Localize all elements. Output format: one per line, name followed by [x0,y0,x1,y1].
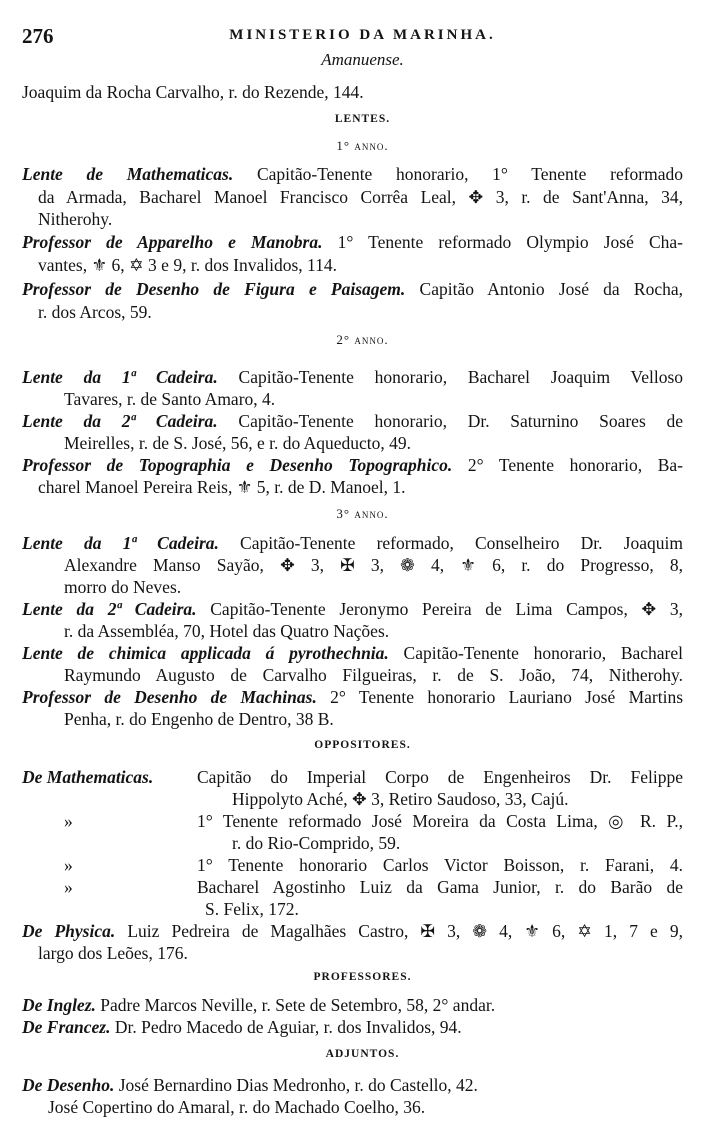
entry-text: 2° Tenente honorario, Ba- [467,455,683,475]
entry-text: largo dos Leões, 176. [38,943,188,963]
entry-label: Professor de Desenho de Machinas. [22,687,317,707]
entry-text: Capitão-Tenente reformado, Conselheiro Dr. Joaquim [240,533,683,553]
entry-label: De Francez. [22,1017,111,1037]
entry-first-line [197,854,683,876]
entry-label: De Physica. [22,921,116,941]
entry-text: da Armada, Bacharel Manoel Francisco Corrêa Leal, ✥ 3, r. de Sant'Anna, 34, [38,187,683,207]
entry-text: Capitão-Tenente honorario, 1° Tenente reformado [256,164,683,184]
entry-label: Lente da 1ª Cadeira. [22,533,219,553]
entry-text: r. dos Arcos, 59. [38,302,152,322]
entry-text: Dr. Pedro Macedo de Aguiar, r. dos Invalidos, 94. [114,1017,462,1037]
entry-label: Lente da 1ª Cadeira. [22,367,218,387]
section-heading-professores: PROFESSORES. [313,971,412,983]
entry-first-line [22,686,683,708]
entry-continuation-line [38,942,683,964]
entry-continuation-line [38,476,683,498]
entry-first-line [22,1074,683,1096]
entry-label: Professor de Topographia e Desenho Topographico. [22,455,453,475]
entry-continuation-line [38,301,683,323]
year-heading: 3° anno. [336,506,389,521]
entry-text: Nitherohy. [38,209,113,229]
entry-continuation-line [205,898,683,920]
entry-text: 1° Tenente reformado José Moreira da Costa Lima, ◎ R. P., [197,811,683,831]
entry-label: Lente da 2ª Cadeira. [22,411,218,431]
entry-text: 2° Tenente honorario Lauriano José Martins [330,687,683,707]
entry-text: r. do Rio-Comprido, 59. [232,833,401,853]
entry-first-line [22,366,683,388]
entry-text: r. da Assembléa, 70, Hotel das Quatro Nações. [64,621,390,641]
entry-continuation-line [64,432,683,454]
entry-text: Padre Marcos Neville, r. Sete de Setembro, 58, 2° andar. [100,995,496,1015]
entry-first-line [22,1016,683,1038]
entry-first-line [197,766,683,788]
page-number: 276 [22,24,54,48]
ditto-mark: » [64,877,73,897]
entry-label: Lente de chimica applicada á pyrothechnia. [22,643,389,663]
entry-continuation-line [38,186,683,208]
section-heading-lentes: LENTES. [334,113,391,125]
entry-text: Luiz Pedreira de Magalhães Castro, ✠ 3, ❁ 4, ⚜ 6, ✡ 1, 7 e 9, [127,921,683,941]
entry-label: De Mathematicas. [22,767,154,787]
entry-line [48,1096,683,1118]
entry-text: Capitão-Tenente honorario, Dr. Saturnino Soares de [238,411,683,431]
entry-first-line [197,876,683,898]
entry-text: Capitão Antonio José da Rocha, [419,279,683,299]
entry-text: S. Felix, 172. [205,899,299,919]
entry-text: 1° Tenente reformado Olympio José Cha- [337,232,683,252]
entry-text: Bacharel Agostinho Luiz da Gama Junior, r. do Barão de [197,877,683,897]
section-heading-oppositores: OPPOSITORES. [314,739,411,751]
entry-label: Lente da 2ª Cadeira. [22,599,197,619]
entry-text: vantes, ⚜ 6, ✡ 3 e 9, r. dos Invalidos, 114. [38,255,337,275]
entry-continuation-line [64,620,683,642]
entry-text: 1° Tenente honorario Carlos Victor Boisson, r. Farani, 4. [197,855,683,875]
entry-first-line [22,410,683,432]
entry-first-line [22,994,683,1016]
entry-continuation-line [232,788,683,810]
entry-text: Joaquim da Rocha Carvalho, r. do Rezende, 144. [22,82,364,102]
entry-first-line [22,532,683,554]
entry-text: Capitão-Tenente honorario, Bacharel [403,643,683,663]
entry-continuation-line [232,832,683,854]
entry-continuation-line [64,664,683,686]
entry-continuation-line [64,388,683,410]
entry-label: Lente de Mathematicas. [22,164,234,184]
entry-text: Raymundo Augusto de Carvalho Filgueiras, r. de S. João, 74, Nitherohy. [64,665,683,685]
section-heading-amanuense: Amanuense. [321,50,404,69]
entry-label: De Inglez. [22,995,96,1015]
entry-label: De Desenho. [22,1075,115,1095]
entry-text: morro do Neves. [64,577,182,597]
entry-continuation-line [64,576,683,598]
entry-continuation-line [64,708,683,730]
entry-first-line [22,454,683,476]
entry-first-line [22,920,683,942]
entry-text: José Copertino do Amaral, r. do Machado Coelho, 36. [48,1097,426,1117]
ditto-mark: » [64,855,73,875]
section-heading-adjuntos: ADJUNTOS. [325,1048,400,1060]
entry-first-line [22,598,683,620]
entry-line [22,81,683,103]
entry-label: Professor de Apparelho e Manobra. [22,232,323,252]
year-heading: 2° anno. [336,332,389,347]
entry-text: José Bernardino Dias Medronho, r. do Castello, 42. [118,1075,478,1095]
entry-text: Alexandre Manso Sayão, ✥ 3, ✠ 3, ❁ 4, ⚜ 6, r. do Progresso, 8, [64,555,683,575]
entry-first-line [22,642,683,664]
entry-first-line [22,278,683,300]
entry-text: Tavares, r. de Santo Amaro, 4. [64,389,276,409]
entry-text: Penha, r. do Engenho de Dentro, 38 B. [64,709,334,729]
entry-first-line [197,810,683,832]
entry-text: charel Manoel Pereira Reis, ⚜ 5, r. de D. Manoel, 1. [38,477,406,497]
entry-text: Capitão do Imperial Corpo de Engenheiros Dr. Felippe [197,767,683,787]
entry-text: Capitão-Tenente Jeronymo Pereira de Lima Campos, ✥ 3, [210,599,683,619]
entry-text: Capitão-Tenente honorario, Bacharel Joaquim Velloso [238,367,683,387]
entry-label: Professor de Desenho de Figura e Paisagem. [22,279,406,299]
entry-text: Meirelles, r. de S. José, 56, e r. do Aqueducto, 49. [64,433,412,453]
entry-first-line [22,231,683,253]
entry-continuation-line [64,554,683,576]
ditto-mark: » [64,811,73,831]
entry-first-line [22,163,683,185]
entry-continuation-line [38,208,683,230]
entry-continuation-line [38,254,683,276]
year-heading: 1° anno. [336,138,389,153]
entry-text: Hippolyto Aché, ✥ 3, Retiro Saudoso, 33, Cajú. [232,789,569,809]
page-title: MINISTERIO DA MARINHA. [229,27,496,43]
